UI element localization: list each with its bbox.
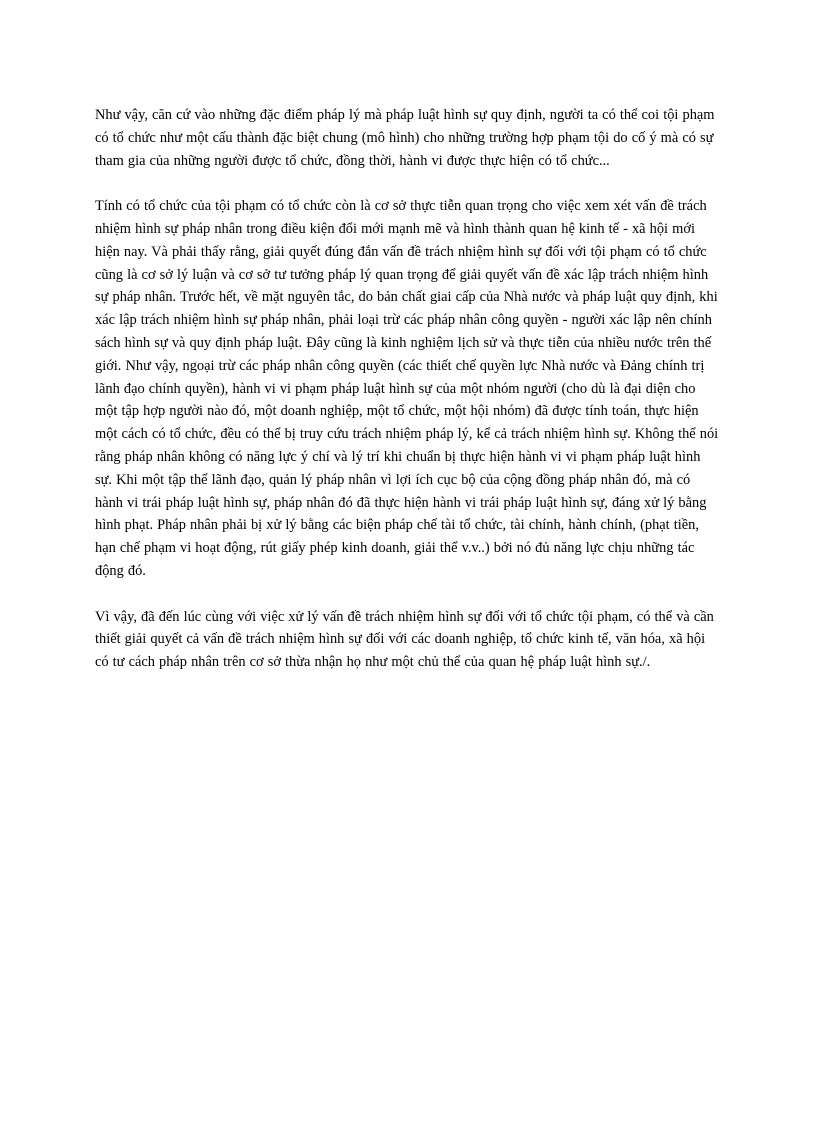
document-body [95,104,721,697]
paragraph-3: Vì vậy, đã đến lúc cùng với việc xử lý vấn đề trách nhiệm hình sự đối với tổ chức tội phạm, có thể và cần thiết giải quyết cả vấn đề trách nhiệm hình sự đối với các doanh nghiệp, tổ chức kinh tế, văn hóa, xã hội có tư cách pháp nhân trên cơ sở thừa nhận họ như một chủ thể của quan hệ pháp luật hình sự./. [95,608,714,671]
paragraph-2: Tính có tổ chức của tội phạm có tổ chức còn là cơ sở thực tiễn quan trọng cho việc xem xét vấn đề trách nhiệm hình sự pháp nhân trong điều kiện đổi mới mạnh mẽ và hình thành quan hệ kinh tế - xã hội mới hiện nay. Và phải thấy rằng, giải quyết đúng đắn vấn đề trách nhiệm hình sự đối với tội phạm có tổ chức cũng là cơ sở lý luận và cơ sở tư tưởng pháp lý quan trọng để giải quyết vấn đề xác lập trách nhiệm hình sự pháp nhân. Trước hết, về mặt nguyên tắc, do bản chất giai cấp của Nhà nước và pháp luật quy định, khi xác lập trách nhiệm hình sự pháp nhân, phải loại trừ các pháp nhân công quyền - người xác lập nên chính sách hình sự và quy định pháp luật. Đây cũng là kinh nghiệm lịch sử và thực tiễn của nhiều nước trên thế giới. Như vậy, ngoại trừ các pháp nhân công quyền (các thiết chế quyền lực Nhà nước và Đảng chính trị lãnh đạo chính quyền), hành vi vi phạm pháp luật hình sự của một nhóm người (cho dù là đại diện cho một tập hợp người nào đó, một doanh nghiệp, một tổ chức, một hội nhóm) đã được tính toán, thực hiện một cách có tổ chức, đều có thể bị truy cứu trách nhiệm pháp lý, kể cả trách nhiệm hình sự. Không thể nói rằng pháp nhân không có năng lực ý chí và lý trí khi chuẩn bị thực hiện hành vi vi phạm pháp luật hình sự. Khi một tập thể lãnh đạo, quản lý pháp nhân vì lợi ích cục bộ của cộng đồng pháp nhân đó, mà có hành vi trái pháp luật hình sự, pháp nhân đó đã thực hiện hành vi trái pháp luật hình sự, đáng xử lý bằng hình phạt. Pháp nhân phải bị xử lý bằng các biện pháp chế tài tổ chức, tài chính, hành chính, (phạt tiền, hạn chế phạm vi hoạt động, rút giấy phép kinh doanh, giải thể v.v..) bởi nó đủ năng lực chịu những tác động đó. [95,198,719,579]
paragraph-1: Như vậy, căn cứ vào những đặc điểm pháp lý mà pháp luật hình sự quy định, người ta có thể coi tội phạm có tổ chức như một cấu thành đặc biệt chung (mô hình) cho những trường hợp phạm tội do cố ý mà có sự tham gia của những người được tổ chức, đồng thời, hành vi được thực hiện có tổ chức... [95,107,715,169]
